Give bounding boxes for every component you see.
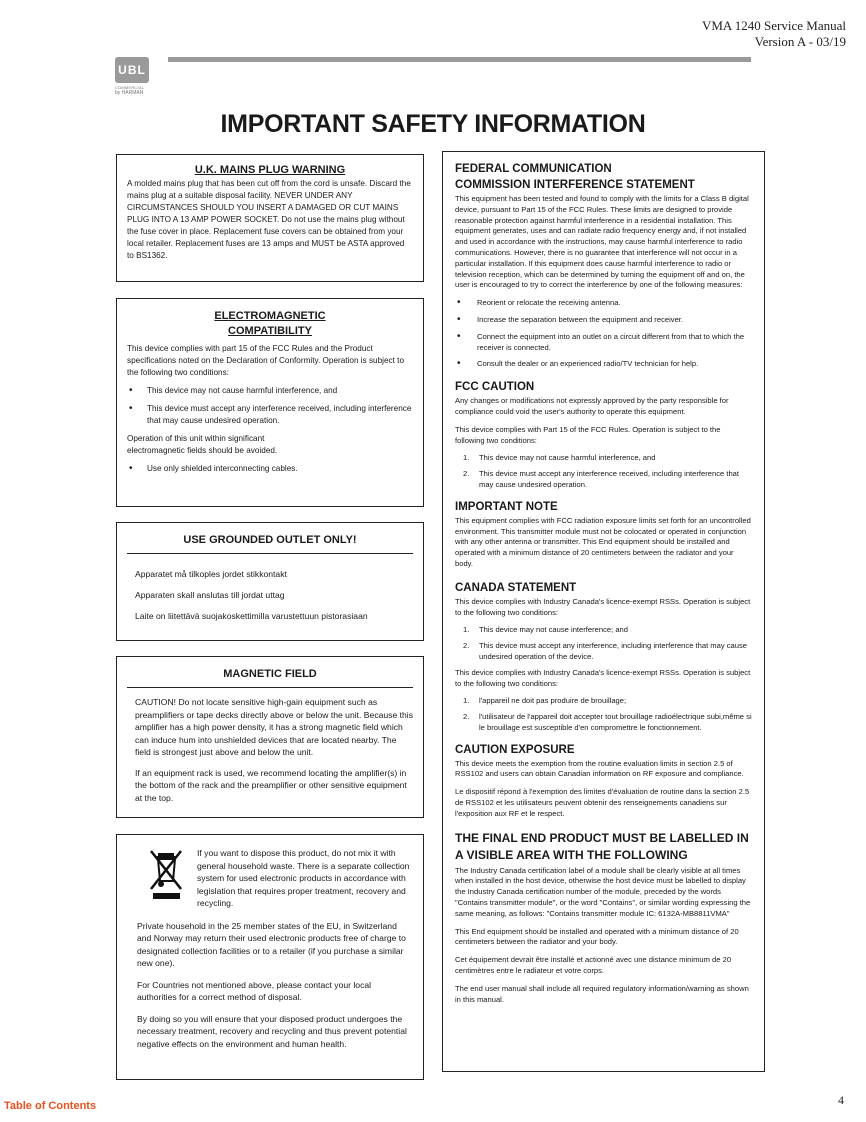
- emc-condition: • This device may not cause harmful interference, and: [127, 385, 413, 397]
- logo-mark: UBL: [115, 57, 149, 83]
- logo-sub2: by HARMAN: [115, 90, 144, 96]
- emc-heading-1: ELECTROMAGNETIC: [214, 310, 326, 322]
- magnetic-heading: MAGNETIC FIELD: [223, 668, 317, 680]
- magnetic-field-box: [116, 656, 424, 818]
- emc-note: Operation of this unit within significant electromagnetic fields should be avoided.: [127, 434, 278, 455]
- fcc-caution-heading: FCC CAUTION: [455, 381, 535, 394]
- crossed-out-wheelie-bin-icon: [147, 847, 187, 901]
- grounded-outlet-box: [116, 522, 424, 641]
- weee-p3: For Countries not mentioned above, please contact your local authorities for a correct method of disposal.: [137, 979, 372, 1002]
- canada-p2: This device complies with Industry Canada's licence-exempt RSSs. Operation is subject to the following two conditions:: [455, 667, 751, 688]
- canada-item: 1. This device may not cause interference; and: [463, 625, 629, 635]
- canada-item: 2. This device must accept any interference, including interference that may cause undesired operation of the device.: [463, 641, 748, 661]
- fcc-caution-item: 2. This device must accept any interference received, including interference that may cause undesired operation.: [463, 469, 740, 489]
- emc-condition: • This device must accept any interference received, including interference that may cause undesired operation.: [127, 403, 413, 427]
- doc-version: Version A - 03/19: [754, 34, 846, 49]
- doc-title: VMA 1240 Service Manual: [701, 18, 846, 33]
- jbl-logo: [115, 57, 155, 99]
- important-note-heading: IMPORTANT NOTE: [455, 500, 558, 513]
- emc-box: [116, 298, 424, 507]
- table-of-contents-link[interactable]: Table of Contents: [4, 1100, 97, 1112]
- fcc-measure: • Connect the equipment into an outlet on a circuit different from that to which the receiver is connected.: [455, 332, 752, 354]
- magnetic-p1: CAUTION! Do not locate sensitive high-gain equipment such as preamplifiers or tape decks directly above or below the unit. Because this amplifier has a high power density, it has a strong magnetic field which can induce hum into unshielded devices that are located nearby. The field is strongest just above and below the unit.: [135, 697, 414, 757]
- final-product-p3: Cet équipement devrait être installé et actionné avec une distance minimum de 20 centimètres entre le radiateur et votre corps.: [455, 955, 732, 976]
- canada-item-fr: 1. l'appareil ne doit pas produire de brouillage;: [463, 696, 627, 706]
- fcc-heading-2: COMMISSION INTERFERENCE STATEMENT: [455, 179, 695, 191]
- weee-p1: If you want to dispose this product, do not mix it with general household waste. There is a separate collection system for used electronic products in accordance with legislation that requires proper treatment, recovery and recycling.: [197, 848, 410, 908]
- emc-intro: This device complies with part 15 of the FCC Rules and the Product specifications noted on the Declaration of Conformity. Operation is subject to the following two conditions:: [127, 344, 405, 377]
- page-number: 4: [838, 1093, 844, 1107]
- regulatory-box: [442, 151, 765, 1072]
- final-product-heading-1: THE FINAL END PRODUCT MUST BE LABELLED IN: [455, 830, 749, 845]
- uk-plug-body: A molded mains plug that has been cut off from the cord is unsafe. Discard the mains plug at a suitable disposal facility. NEVER UNDER ANY CIRCUMSTANCES SHOULD YOU INSERT A DAMAGED OR CUT MAINS PLUG INTO A 13 AMP POWER SOCKET. Do not use the mains plug without the fuse cover in place. Replacement fuse covers can be obtained from your local retailer. Replacement fuses are 13 amps and MUST be ASTA approved to BS1362.: [127, 179, 411, 260]
- fcc-caution-item: 1. This device may not cause harmful interference, and: [463, 453, 656, 463]
- canada-p1: This device complies with Industry Canada's licence-exempt RSSs. Operation is subject to the following two conditions:: [455, 596, 751, 617]
- fcc-measure: • Increase the separation between the equipment and receiver.: [455, 315, 752, 326]
- canada-heading: CANADA STATEMENT: [455, 581, 577, 594]
- emc-bullet: • Use only shielded interconnecting cables.: [127, 463, 413, 475]
- grounded-line-se: Apparaten skall anslutas till jordat uttag: [135, 590, 285, 600]
- fcc-measure: • Reorient or relocate the receiving antenna.: [455, 298, 752, 309]
- weee-p2: Private household in the 25 member states of the EU, in Switzerland and Norway may return their used electronic products free of charge to designated collection facilities or to a retailer (if you purchase a similar new one).: [137, 920, 406, 968]
- final-product-p1: The Industry Canada certification label of a module shall be clearly visible at all times when installed in the host device, otherwise the host device must be labelled to display the Industry Canada certification number of the module, preceded by the words "Contains transmitter module", or the word "Contains", or similar wording expressing the same meaning, as follows: "Contains transmitter module IC: 6132A-MB8811VMA": [455, 865, 751, 918]
- fcc-measure: • Consult the dealer or an experienced radio/TV technician for help.: [455, 359, 752, 370]
- caution-exposure-heading: CAUTION EXPOSURE: [455, 743, 575, 756]
- disposal-box: [116, 834, 424, 1080]
- emc-heading-2: COMPATIBILITY: [228, 325, 312, 337]
- uk-plug-heading: U.K. MAINS PLUG WARNING: [194, 164, 346, 176]
- caution-exposure-p2: Le dispositif répond à l'exemption des limites d'évaluation de routine dans la section 2.5 de RSS102 et les utilisateurs peuvent obtenir des renseignements canadiens sur l'exposition aux RF et le respect.: [455, 787, 750, 818]
- document-header: [702, 18, 846, 50]
- final-product-p2: This End equipment should be installed and operated with a minimum distance of 20 centimeters between the radiator and your body.: [455, 926, 739, 947]
- header-rule: [168, 57, 751, 62]
- fcc-caution-p1: Any changes or modifications not expressly approved by the party responsible for compliance could void the user's authority to operate this equipment.: [455, 396, 729, 416]
- fcc-body: This equipment has been tested and found to comply with the limits for a Class B digital device, pursuant to Part 15 of the FCC Rules. These limits are designed to provide reasonable protection against harmful interference in a residential installation. This equipment generates, uses and can radiate radio frequency energy and, if not installed and used in accordance with the instructions, may cause harmful interference to radio communications. However, there is no guarantee that interference will not occur in a particular installation. If this equipment does cause harmful interference to radio or television reception, which can be determined by turning the equipment off and on, the user is encouraged to try to correct the interference by one of the following measures:: [455, 194, 749, 290]
- uk-plug-warning-box: [116, 154, 424, 282]
- logo-sub1: COMMERCIAL: [115, 85, 145, 90]
- magnetic-p2: If an equipment rack is used, we recommend locating the amplifier(s) in the bottom of the rack and the preamplifier or other sensitive equipment at the top.: [135, 767, 407, 803]
- canada-item-fr: 2. l'utilisateur de l'appareil doit accepter tout brouillage radioélectrique subi,même si le brouillage est susceptible d'en compromettre le fonctionnement.: [463, 712, 752, 732]
- important-note-body: This equipment complies with FCC radiation exposure limits set forth for an uncontrolled environment. This transmitter module must not be colocated or operated in conjunction with any other antenna or transmitter. This End equipment should be installed and operated with a minimum distance of 20 centimeters between the radiator and your body.: [455, 515, 751, 568]
- grounded-heading: USE GROUNDED OUTLET ONLY!: [183, 534, 357, 546]
- grounded-line-no: Apparatet må tilkoples jordet stikkontakt: [135, 569, 287, 579]
- page-title: IMPORTANT SAFETY INFORMATION: [220, 110, 646, 138]
- weee-p4: By doing so you will ensure that your disposed product undergoes the necessary treatment, recovery and recycling and thus prevent potential negative effects on the environment and human health.: [137, 1013, 407, 1049]
- final-product-heading-2: A VISIBLE AREA WITH THE FOLLOWING: [455, 848, 688, 863]
- fcc-heading-1: FEDERAL COMMUNICATION: [455, 163, 612, 175]
- grounded-line-fi: Laite on liitettävä suojakoskettimilla varustettuun pistorasiaan: [135, 611, 368, 621]
- fcc-caution-p2: This device complies with Part 15 of the FCC Rules. Operation is subject to the following two conditions:: [455, 424, 721, 445]
- final-product-p4: The end user manual shall include all required regulatory information/warning as shown in this manual.: [455, 983, 749, 1004]
- caution-exposure-p1: This device meets the exemption from the routine evaluation limits in section 2.5 of RSS102 and users can obtain Canadian information on RF exposure and compliance.: [455, 758, 744, 779]
